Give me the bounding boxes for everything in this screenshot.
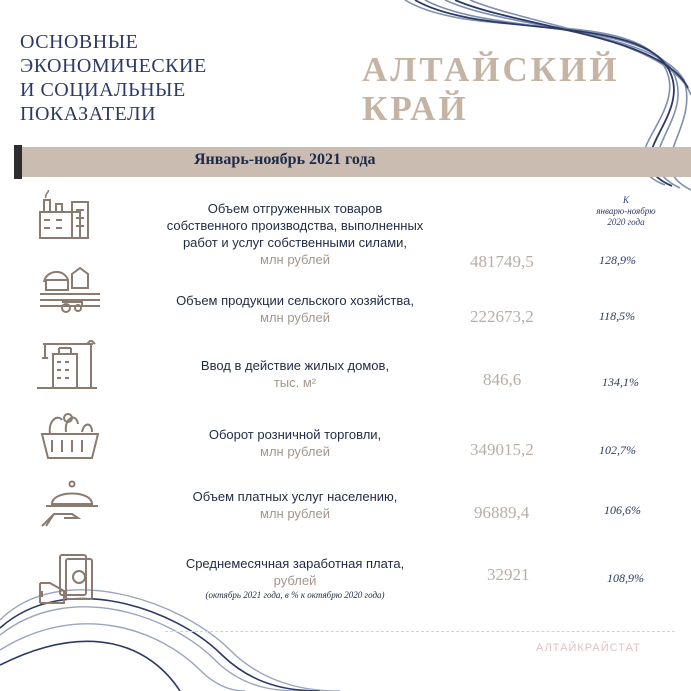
indicator-unit: рублей <box>273 573 317 588</box>
indicator-unit: млн рублей <box>260 310 330 325</box>
indicator-label <box>130 200 460 268</box>
comparison-column-header <box>586 195 666 228</box>
region-name <box>362 50 662 128</box>
title-line: ЭКОНОМИЧЕСКИЕ <box>20 55 207 77</box>
indicator-title-line: Ввод в действие жилых домов, <box>200 358 390 373</box>
indicator-unit: млн рублей <box>260 252 330 267</box>
indicator-title-line: Объем отгруженных товаров <box>207 201 383 216</box>
title-line: ОСНОВНЫЕ <box>20 31 139 53</box>
indicator-unit: млн рублей <box>260 506 330 521</box>
period-label: Январь-ноябрь 2021 года <box>194 151 376 168</box>
indicator-label <box>130 488 460 522</box>
period-band <box>14 145 691 177</box>
indicator-value: 349015,2 <box>470 440 534 459</box>
indicator-title-line: работ и услуг собственными силами, <box>182 235 408 250</box>
column-header-line: 2020 года <box>607 217 645 227</box>
farm-icon <box>38 262 102 314</box>
title-line: И СОЦИАЛЬНЫЕ <box>20 79 186 101</box>
indicator-percent: 128,9% <box>599 253 636 267</box>
indicator-value: 222673,2 <box>470 307 534 326</box>
footer-brand: АЛТАЙКРАЙСТАТ <box>536 642 641 654</box>
region-line: КРАЙ <box>362 89 469 128</box>
page-title <box>20 30 260 126</box>
indicator-percent: 134,1% <box>602 375 639 389</box>
indicator-value: 481749,5 <box>470 252 534 271</box>
period-band-edge <box>14 145 22 179</box>
indicator-title-line: собственного производства, выполненных <box>166 218 424 233</box>
salary-icon <box>36 553 100 605</box>
indicator-percent: 102,7% <box>599 443 636 457</box>
indicator-label <box>130 292 460 326</box>
indicator-percent: 108,9% <box>607 571 644 585</box>
indicator-label <box>130 426 460 460</box>
indicator-value: 96889,4 <box>474 503 530 522</box>
indicator-title-line: Оборот розничной торговли, <box>208 427 382 442</box>
indicator-percent: 118,5% <box>599 309 636 323</box>
shopping-basket-icon <box>38 410 102 462</box>
column-header-line: К <box>623 195 629 205</box>
indicator-title-line: Объем продукции сельского хозяйства, <box>176 293 414 308</box>
indicator-unit: тыс. м² <box>273 375 317 390</box>
factory-icon <box>32 190 96 242</box>
indicator-value: 32921 <box>487 565 530 584</box>
indicator-percent: 106,6% <box>604 503 641 517</box>
indicator-value: 846,6 <box>483 370 522 389</box>
crane-icon <box>35 340 99 392</box>
footer-divider <box>165 631 675 632</box>
title-line: ПОКАЗАТЕЛИ <box>20 103 157 125</box>
indicator-label <box>130 357 460 391</box>
column-header-line: январю-ноябрю <box>596 206 656 216</box>
indicator-label <box>130 555 460 601</box>
indicator-title-line: Объем платных услуг населению, <box>192 489 398 504</box>
indicator-title-line: Среднемесячная заработная плата, <box>185 556 405 571</box>
indicator-note: (октябрь 2021 года, в % к октябрю 2020 года) <box>205 590 385 600</box>
region-line: АЛТАЙСКИЙ <box>362 50 620 89</box>
service-tray-icon <box>38 480 102 532</box>
indicator-unit: млн рублей <box>260 444 330 459</box>
